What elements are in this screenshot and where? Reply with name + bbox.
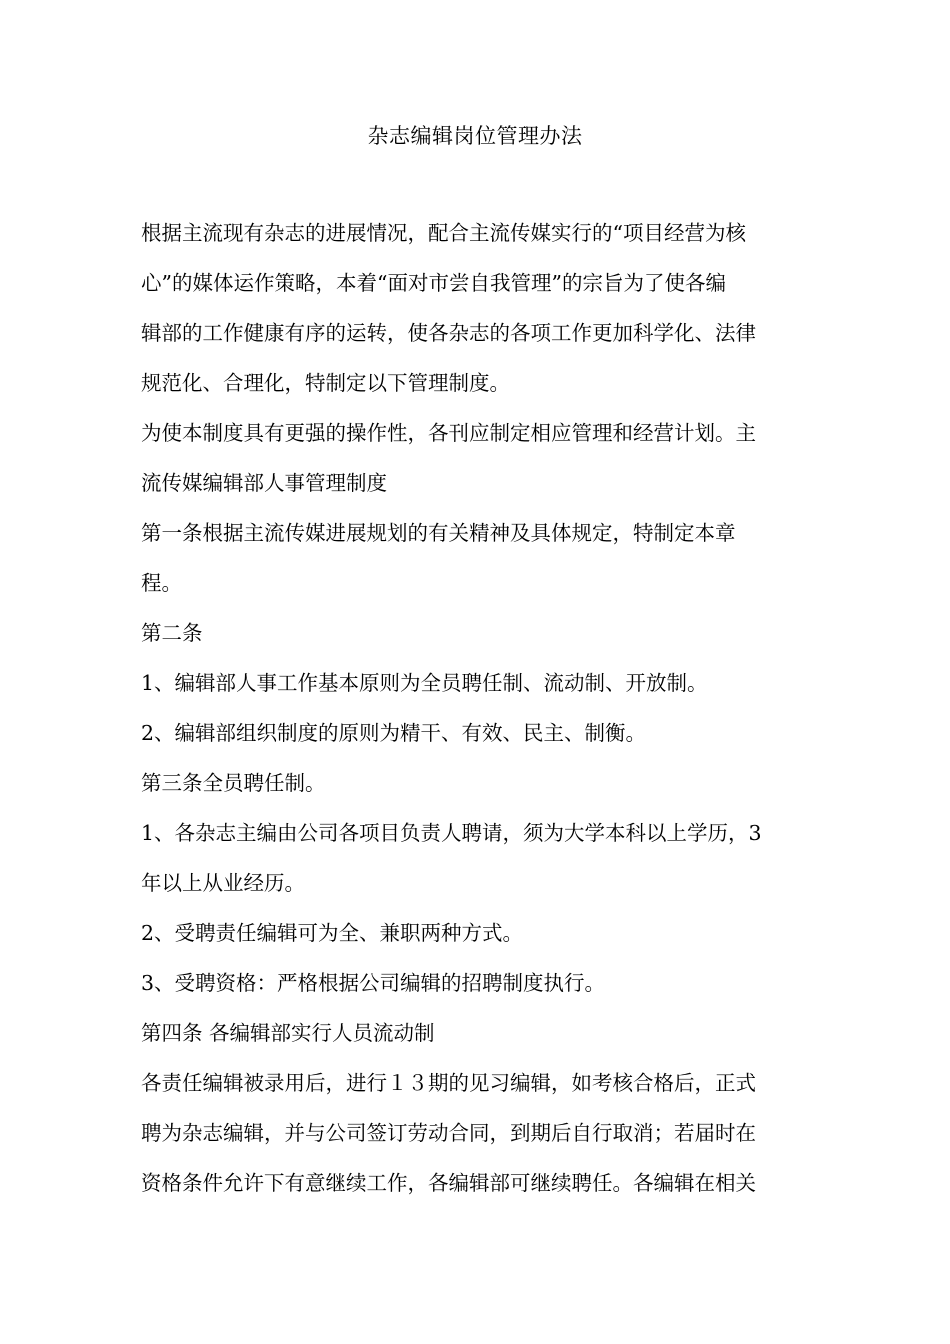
body-line: 程。: [141, 571, 182, 595]
body-line: 心”的媒体运作策略，本着“面对市尝自我管理”的宗旨为了使各编: [141, 271, 726, 295]
body-line: 3、受聘资格：严格根据公司编辑的招聘制度执行。: [141, 971, 606, 995]
body-line: 第四条 各编辑部实行人员流动制: [141, 1021, 435, 1045]
body-line: 流传媒编辑部人事管理制度: [141, 471, 387, 495]
document-title: 杂志编辑岗位管理办法: [367, 124, 583, 148]
body-line: 年以上从业经历。: [141, 871, 305, 895]
body-line: 第三条全员聘任制。: [141, 771, 326, 795]
body-line: 根据主流现有杂志的进展情况，配合主流传媒实行的“项目经营为核: [141, 221, 746, 245]
body-line: 1、各杂志主编由公司各项目负责人聘请，须为大学本科以上学历，3: [141, 821, 762, 845]
body-line: 资格条件允许下有意继续工作，各编辑部可继续聘任。各编辑在相关: [141, 1171, 756, 1195]
body-line: 2、编辑部组织制度的原则为精干、有效、民主、制衡。: [141, 721, 647, 745]
body-line: 规范化、合理化，特制定以下管理制度。: [141, 371, 510, 395]
body-line: 各责任编辑被录用后，进行１３期的见习编辑，如考核合格后，正式: [141, 1071, 756, 1095]
body-line: 聘为杂志编辑，并与公司签订劳动合同，到期后自行取消；若届时在: [141, 1121, 756, 1145]
body-line: 辑部的工作健康有序的运转，使各杂志的各项工作更加科学化、法律: [141, 321, 756, 345]
body-line: 2、受聘责任编辑可为全、兼职两种方式。: [141, 921, 524, 945]
body-line: 第二条: [141, 621, 203, 645]
body-line: 第一条根据主流传媒进展规划的有关精神及具体规定，特制定本章: [141, 521, 736, 545]
body-line: 为使本制度具有更强的操作性，各刊应制定相应管理和经营计划。主: [141, 421, 756, 445]
document-body: [141, 208, 811, 1208]
body-line: 1、编辑部人事工作基本原则为全员聘任制、流动制、开放制。: [141, 671, 708, 695]
